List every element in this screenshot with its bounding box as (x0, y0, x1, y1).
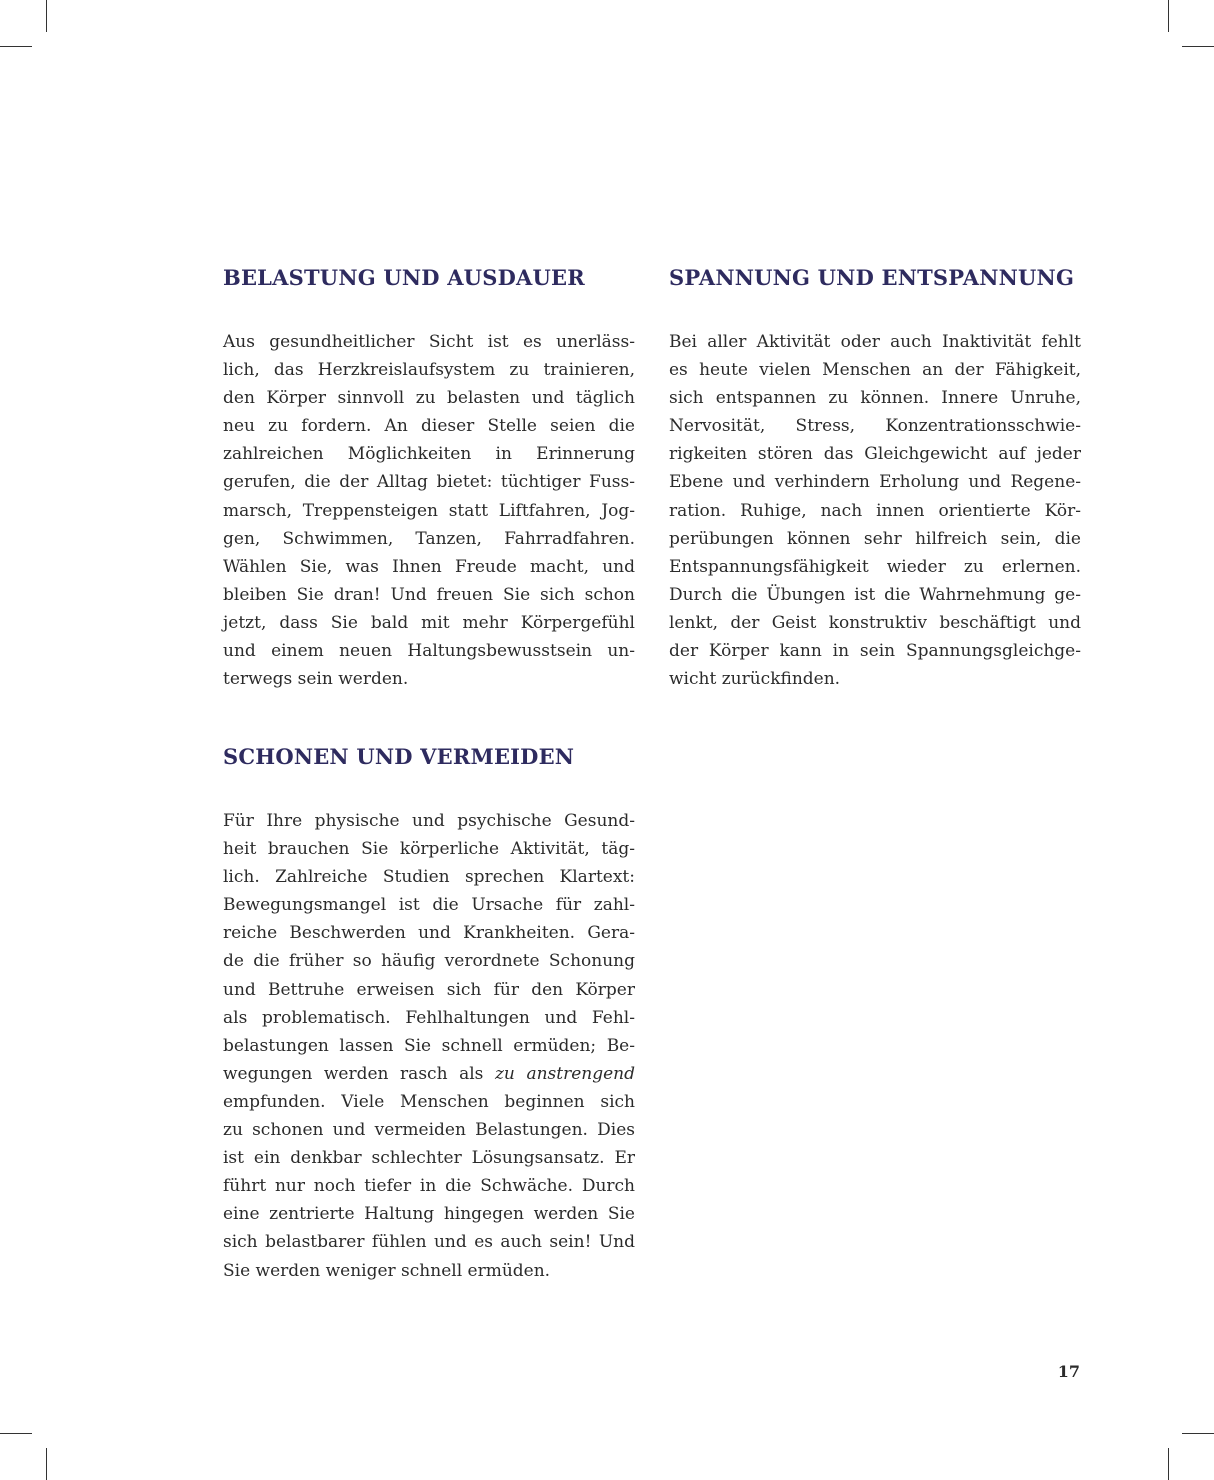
text-line: wegungen werden rasch als (223, 1063, 484, 1084)
text-line: jetzt, dass Sie bald mit mehr Körpergefühl (223, 612, 635, 633)
text-line: reiche Beschwerden und Krankheiten. Gera- (223, 923, 635, 944)
text-line: heit brauchen Sie körperliche Aktivität, täg- (223, 839, 635, 860)
text-line: lich, das Herzkreislaufsystem zu trainieren, (223, 360, 635, 381)
text-line: der Körper kann in sein Spannungsgleichge- (669, 641, 1081, 662)
text-line: terwegs sein werden. (223, 669, 409, 690)
section-body (669, 328, 1081, 693)
text-line: gen, Schwimmen, Tanzen, Fahrradfahren. (223, 528, 635, 549)
crop-mark (0, 1433, 32, 1434)
text-line: ration. Ruhige, nach innen orientierte Kör- (669, 500, 1081, 521)
crop-mark (46, 1448, 47, 1480)
text-line: Aus gesundheitlicher Sicht ist es unerläss- (223, 332, 635, 352)
text-line: de die früher so häufig verordnete Schonung (223, 951, 635, 972)
text-line: lich. Zahlreiche Studien sprechen Klartext: (223, 867, 635, 888)
section-belastung (223, 265, 635, 693)
crop-mark (1168, 0, 1169, 32)
section-spannung (669, 265, 1081, 693)
text-line: den Körper sinnvoll zu belasten und täglich (223, 388, 635, 409)
text-line: und einem neuen Haltungsbewusstsein un- (223, 641, 635, 662)
section-schonen (223, 744, 635, 1285)
text-line: Sie werden weniger schnell ermüden. (223, 1260, 551, 1281)
text-line: Durch die Übungen ist die Wahrnehmung ge- (669, 584, 1081, 605)
section-body (223, 807, 635, 1285)
text-line: empfunden. Viele Menschen beginnen sich (223, 1091, 635, 1112)
text-line-with-emphasis (223, 1060, 635, 1088)
text-line: zu schonen und vermeiden Belastungen. Dies (223, 1120, 635, 1141)
text-line: bleiben Sie dran! Und freuen Sie sich schon (223, 584, 635, 605)
section-heading: SCHONEN UND VERMEIDEN (223, 744, 575, 769)
text-line: sich entspannen zu können. Innere Unruhe, (669, 388, 1081, 409)
text-line: Bei aller Aktivität oder auch Inaktivität fehlt (669, 332, 1081, 352)
text-line: gerufen, die der Alltag bietet: tüchtiger Fuss- (223, 472, 635, 493)
crop-mark (46, 0, 47, 32)
text-line: eine zentrierte Haltung hingegen werden Sie (223, 1204, 635, 1225)
crop-mark (1168, 1448, 1169, 1480)
text-line: Bewegungsmangel ist die Ursache für zahl- (223, 895, 635, 916)
crop-mark (0, 46, 32, 47)
section-body (223, 328, 635, 693)
text-line: rigkeiten stören das Gleichgewicht auf jeder (669, 444, 1081, 465)
text-line: lenkt, der Geist konstruktiv beschäftigt und (669, 612, 1081, 633)
text-line: Nervosität, Stress, Konzentrationsschwie- (669, 416, 1081, 437)
text-line: sich belastbarer fühlen und es auch sein! Und (223, 1232, 635, 1253)
text-line: führt nur noch tiefer in die Schwäche. Durch (223, 1176, 635, 1197)
text-line: Entspannungsfähigkeit wieder zu erlernen. (669, 556, 1081, 577)
text-line: als problematisch. Fehlhaltungen und Fehl- (223, 1007, 635, 1028)
text-line: belastungen lassen Sie schnell ermüden; Be- (223, 1035, 635, 1056)
text-line: Ebene und verhindern Erholung und Regene- (669, 472, 1081, 493)
text-line: es heute vielen Menschen an der Fähigkeit, (669, 360, 1081, 381)
crop-mark (1182, 46, 1214, 47)
section-heading: BELASTUNG UND AUSDAUER (223, 265, 585, 290)
text-line: und Bettruhe erweisen sich für den Körper (223, 979, 635, 1000)
text-line: marsch, Treppensteigen statt Liftfahren, Jog- (223, 500, 635, 521)
page-number: 17 (1057, 1362, 1080, 1381)
crop-mark (1182, 1433, 1214, 1434)
text-line: zahlreichen Möglichkeiten in Erinnerung (223, 444, 635, 465)
emphasis-text: zu anstrengend (494, 1063, 635, 1084)
text-line: neu zu fordern. An dieser Stelle seien die (223, 416, 635, 437)
text-line: ist ein denkbar schlechter Lösungsansatz. Er (223, 1148, 635, 1169)
text-line: perübungen können sehr hilfreich sein, die (669, 528, 1081, 549)
text-line: Wählen Sie, was Ihnen Freude macht, und (223, 556, 635, 577)
section-heading: SPANNUNG UND ENTSPANNUNG (669, 265, 1075, 290)
text-line: wicht zurückfinden. (669, 669, 841, 690)
text-line: Für Ihre physische und psychische Gesund- (223, 811, 635, 831)
